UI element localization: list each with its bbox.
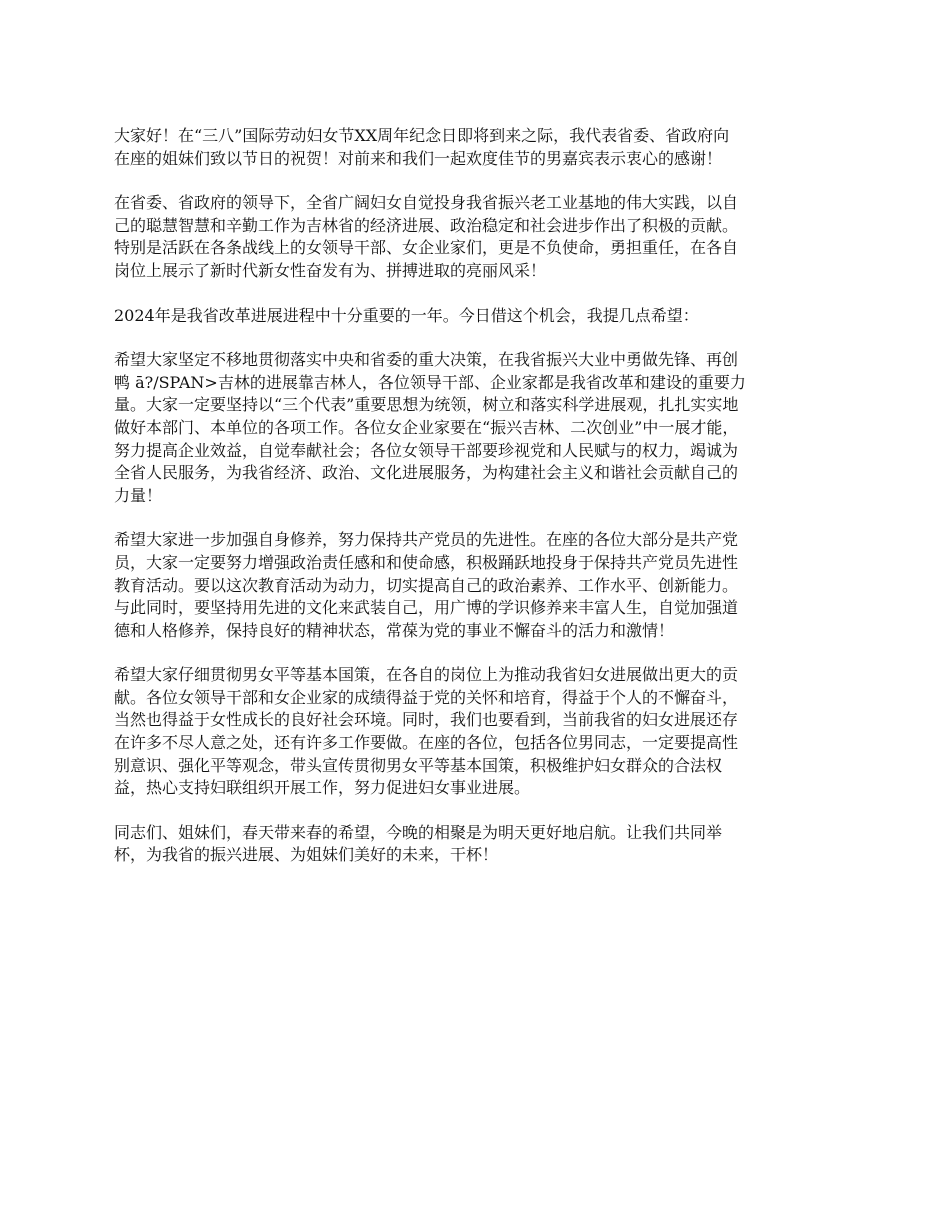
text-line: 在座的姐妹们致以节日的祝贺！对前来和我们一起欢度佳节的男嘉宾表示衷心的感谢！ [114, 148, 723, 168]
text-line: 希望大家仔细贯彻男女平等基本国策，在各自的岗位上为推动我省妇女进展做出更大的贡 [114, 665, 739, 685]
text-line: 特别是活跃在各条战线上的女领导干部、女企业家们，更是不负使命，勇担重任，在各自 [114, 238, 739, 258]
paragraph-hope-three [114, 664, 844, 800]
text-line: 教育活动。要以这次教育活动为动力，切实提高自己的政治素养、工作水平、创新能力。 [114, 575, 739, 595]
text-line: 全省人民服务，为我省经济、政治、文化进展服务，为构建社会主义和谐社会贡献自己的 [114, 463, 739, 483]
paragraph-hope-one [114, 349, 844, 507]
text-line: 同志们、姐妹们，春天带来春的希望，今晚的相聚是为明天更好地启航。让我们共同举 [114, 822, 723, 842]
paragraph-hope-two [114, 529, 844, 642]
paragraph-intro-hopes [114, 305, 844, 328]
text-line: 杯，为我省的振兴进展、为姐妹们美好的未来，干杯！ [114, 845, 499, 865]
text-line: 与此同时，要坚持用先进的文化来武装自己，用广博的学识修养来丰富人生，自觉加强道 [114, 598, 739, 618]
text-line: 做好本部门、本单位的各项工作。各位女企业家要在“振兴吉林、二次创业”中一展才能， [114, 417, 739, 437]
text-line: 在省委、省政府的领导下，全省广阔妇女自觉投身我省振兴老工业基地的伟大实践，以自 [114, 193, 739, 213]
text-line: 力量！ [114, 485, 163, 505]
document-body [114, 125, 844, 889]
text-line: 在许多不尽人意之处，还有许多工作要做。在座的各位，包括各位男同志，一定要提高性 [114, 733, 739, 753]
text-line: 献。各位女领导干部和女企业家的成绩得益于党的关怀和培育，得益于个人的不懈奋斗， [114, 687, 739, 707]
text-line: 益，热心支持妇联组织开展工作，努力促进妇女事业进展。 [114, 778, 531, 798]
text-line: 己的聪慧智慧和辛勤工作为吉林省的经济进展、政治稳定和社会进步作出了积极的贡献。 [114, 215, 739, 235]
text-line: 希望大家进一步加强自身修养，努力保持共产党员的先进性。在座的各位大部分是共产党 [114, 530, 739, 550]
text-line: 大家好！在“三八”国际劳动妇女节XX周年纪念日即将到来之际，我代表省委、省政府向 [114, 126, 730, 145]
paragraph-closing-toast [114, 822, 844, 867]
paragraph-greeting [114, 125, 844, 170]
text-line: 别意识、强化平等观念，带头宣传贯彻男女平等基本国策，积极维护妇女群众的合法权 [114, 755, 723, 775]
text-line: 希望大家坚定不移地贯彻落实中央和省委的重大决策，在我省振兴大业中勇做先锋、再创 [114, 350, 739, 370]
text-line: 员，大家一定要努力增强政治责任感和和使命感，积极踊跃地投身于保持共产党员先进性 [114, 552, 739, 572]
text-line: 鸭 ā?/SPAN>吉林的进展靠吉林人，各位领导干部、企业家都是我省改革和建设的重要力 [114, 372, 746, 392]
text-line: 当然也得益于女性成长的良好社会环境。同时，我们也要看到，当前我省的妇女进展还存 [114, 710, 739, 730]
text-line: 2024年是我省改革进展进程中十分重要的一年。今日借这个机会，我提几点希望： [114, 305, 699, 325]
text-line: 量。大家一定要坚持以“三个代表”重要思想为统领，树立和落实科学进展观，扎扎实实地 [114, 395, 739, 415]
text-line: 德和人格修养，保持良好的精神状态，常葆为党的事业不懈奋斗的活力和激情！ [114, 620, 675, 640]
text-line: 努力提高企业效益，自觉奉献社会；各位女领导干部要珍视党和人民赋与的权力，竭诚为 [114, 440, 739, 460]
paragraph-achievements [114, 192, 844, 282]
text-line: 岗位上展示了新时代新女性奋发有为、拼搏进取的亮丽风采！ [114, 260, 547, 280]
